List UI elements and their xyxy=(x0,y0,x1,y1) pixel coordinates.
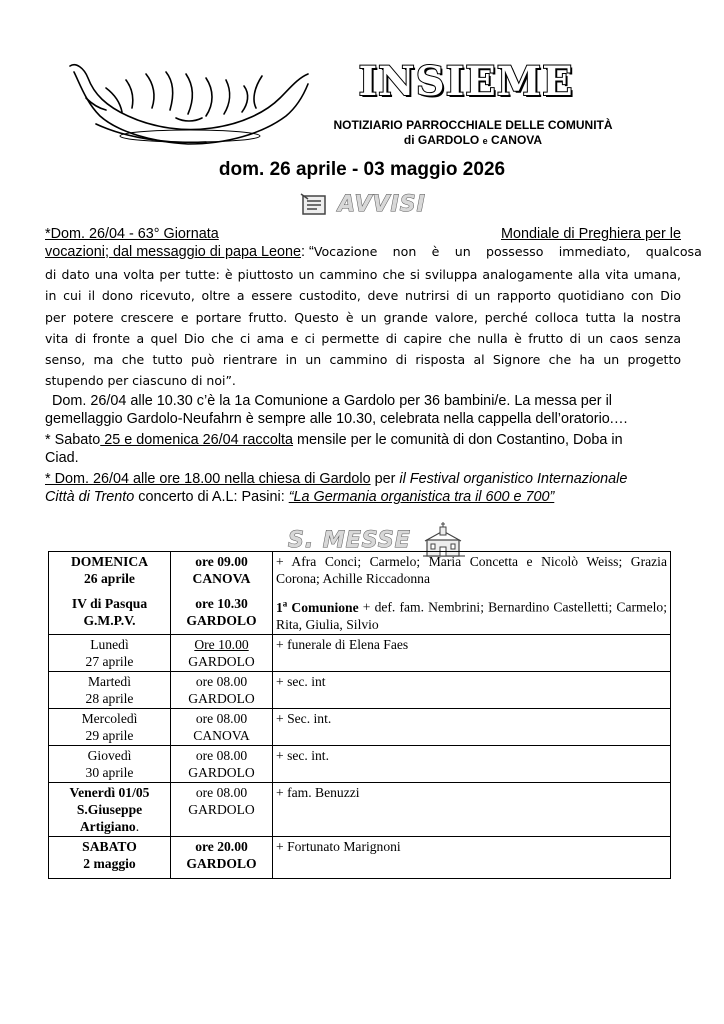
conjunction: e xyxy=(482,136,488,146)
notice-1-title-c: vocazioni; dal messaggio di papa Leone xyxy=(45,244,302,260)
notice-1-line-1 xyxy=(45,225,681,243)
mass-place: GARDOLO xyxy=(186,855,257,871)
table-row xyxy=(49,708,671,745)
notice-1-title-b: Mondiale di Preghiera per le xyxy=(501,226,681,242)
day-date: 28 aprile xyxy=(85,690,134,706)
table-row xyxy=(49,671,671,708)
notice-1-quote xyxy=(45,264,681,392)
notice-2-line-1: Dom. 26/04 alle 10.30 c’è la 1a Comunione a Gardolo per 36 bambini/e. La messa per il xyxy=(52,393,612,409)
notice-1-title-a: *Dom. 26/04 - 63° Giornata xyxy=(45,226,219,242)
day-name: Lunedì xyxy=(90,636,129,652)
intentions-cell xyxy=(273,552,671,635)
mass-time: ore 08.00 xyxy=(195,710,248,726)
notice-4-per: per xyxy=(370,471,400,487)
avvisi-heading xyxy=(300,192,426,217)
day-feast-word: Artigiano xyxy=(79,818,136,834)
mass-time: ore 10.30 xyxy=(195,596,248,611)
day-name: SABATO xyxy=(82,838,137,854)
mass-time: ore 08.00 xyxy=(195,673,248,689)
newsletter-communities xyxy=(318,133,628,147)
intentions-cell: + Sec. int. xyxy=(273,708,671,745)
communion-intentions: + def. fam. Nembrini; Bernardino Castelletti; Carmelo; Rita, Giulia, Silvio xyxy=(276,599,667,632)
mass-time: ore 09.00 xyxy=(195,554,248,569)
notice-1-colon: : “ xyxy=(301,244,314,260)
mass-place: CANOVA xyxy=(192,571,251,586)
notice-3-purpose: mensile per le comunità di don Costantino, Doba in xyxy=(293,432,623,448)
mass-schedule-table xyxy=(48,551,671,879)
day-name: Martedì xyxy=(87,673,132,689)
quote-line-4: per potere crescere e portare frutto. Questo è un grande valore, perché colloca tutta la nostra xyxy=(45,309,681,325)
mass-place: GARDOLO xyxy=(188,653,255,669)
avvisi-label: AVVISI xyxy=(338,192,426,217)
mass-intentions: + Afra Conci; Carmelo; Maria Concetta e Nicolò Weiss; Grazia Corona; Achille Riccadonna xyxy=(276,554,667,586)
table-row xyxy=(49,745,671,782)
table-row xyxy=(49,782,671,836)
day-cell xyxy=(49,745,171,782)
day-date: 27 aprile xyxy=(85,653,134,669)
newsletter-subtitle: NOTIZIARIO PARROCCHIALE DELLE COMUNITÀ xyxy=(333,118,613,132)
community-gardolo: di GARDOLO xyxy=(403,133,480,147)
community-canova: CANOVA xyxy=(490,133,543,147)
mass-time: ore 08.00 xyxy=(195,784,248,800)
time-cell xyxy=(171,708,273,745)
day-date: 2 maggio xyxy=(83,855,136,871)
time-cell xyxy=(171,782,273,836)
notice-board-icon xyxy=(300,193,330,217)
issue-dates: dom. 26 aprile - 03 maggio 2026 xyxy=(218,159,506,180)
notice-3-line-2: Ciad. xyxy=(45,450,79,466)
notice-4-festival: il Festival organistico Internazionale xyxy=(399,471,628,487)
notice-1-quote-line-1: Vocazione non è un possesso immediato, qualcosa xyxy=(313,244,702,259)
praying-hands-logo xyxy=(66,58,312,150)
mass-time: Ore 10.00 xyxy=(194,636,249,652)
time-cell xyxy=(171,836,273,878)
notice-4-line-1 xyxy=(45,470,627,488)
notice-4-when: * Dom. 26/04 alle ore 18.00 nella chiesa di Gardolo xyxy=(45,471,371,487)
time-cell xyxy=(171,552,273,635)
notice-2-line-2: gemellaggio Gardolo-Neufahrn è sempre alle 10.30, celebrata nella cappella dell’oratorio.… xyxy=(45,411,629,427)
intentions-cell: + funerale di Elena Faes xyxy=(273,634,671,671)
time-cell xyxy=(171,745,273,782)
communion-number: 1 xyxy=(276,599,283,615)
mass-time: ore 20.00 xyxy=(195,838,248,854)
mass-place: GARDOLO xyxy=(188,690,255,706)
communion-label: Comunione xyxy=(287,599,359,615)
notice-4-line-2 xyxy=(45,488,554,506)
notice-3-collection: 25 e domenica 26/04 raccolta xyxy=(100,432,294,448)
day-date: 26 aprile xyxy=(84,571,135,586)
quote-line-3: in cui il dono ricevuto, oltre a essere custodito, deve nutrirsi di un rapporto quotidiano con Dio xyxy=(45,288,681,304)
notice-3-prefix: * Sabato xyxy=(45,432,101,448)
day-name: Venerdì 01/05 xyxy=(69,784,150,800)
notice-4-concert: concerto di A.L: Pasini: xyxy=(134,489,289,505)
day-name: DOMENICA xyxy=(70,554,149,569)
day-feast-dot: . xyxy=(135,818,140,834)
day-cell xyxy=(49,552,171,635)
mass-place: GARDOLO xyxy=(188,801,255,817)
mass-place: CANOVA xyxy=(193,727,250,743)
intentions-cell: + sec. int. xyxy=(273,745,671,782)
messe-label: S. MESSE xyxy=(288,527,411,553)
day-cell xyxy=(49,634,171,671)
day-feast: S.Giuseppe xyxy=(76,801,143,817)
time-cell xyxy=(171,671,273,708)
notice-1-line-2 xyxy=(45,243,702,261)
quote-line-7: stupendo per ciascuno di noi”. xyxy=(45,373,236,389)
intentions-cell: + Fortunato Marignoni xyxy=(273,836,671,878)
newsletter-title: INSIEME xyxy=(358,58,574,105)
mass-intentions xyxy=(276,595,667,633)
intentions-cell: + sec. int xyxy=(273,671,671,708)
quote-line-2: di dato una volta per tutte: è piuttosto un cammino che si sviluppa analogamente alla vita umana, xyxy=(45,267,681,282)
day-feast: IV di Pasqua xyxy=(71,596,148,611)
table-row xyxy=(49,836,671,878)
time-cell xyxy=(171,634,273,671)
day-date: 30 aprile xyxy=(85,764,134,780)
mass-place: GARDOLO xyxy=(188,764,255,780)
table-row xyxy=(49,552,671,635)
notice-4-city: Città di Trento xyxy=(45,489,135,505)
day-cell xyxy=(49,708,171,745)
day-cell xyxy=(49,836,171,878)
day-name: Giovedì xyxy=(87,747,132,763)
notice-4-concert-title: “La Germania organistica tra il 600 e 700” xyxy=(288,489,555,505)
day-feast-note: G.M.P.V. xyxy=(83,613,136,628)
mass-place: GARDOLO xyxy=(186,613,257,628)
day-feast-line-2 xyxy=(52,818,167,835)
quote-line-5: vita di fronte a quel Dio che ci ama e ci permette di capire che nulla è frutto di un caos senza xyxy=(45,330,681,346)
day-date: 29 aprile xyxy=(85,727,134,743)
table-row xyxy=(49,634,671,671)
notice-3-line-1 xyxy=(45,431,623,449)
mass-time: ore 08.00 xyxy=(195,747,248,763)
day-cell xyxy=(49,671,171,708)
communion-ordinal: a xyxy=(282,598,288,608)
day-name: Mercoledì xyxy=(81,710,138,726)
quote-line-6: senso, ma che tutto può rientrare in un cammino di risposta al Signore che ha un progetto xyxy=(45,352,681,368)
intentions-cell: + fam. Benuzzi xyxy=(273,782,671,836)
day-cell xyxy=(49,782,171,836)
